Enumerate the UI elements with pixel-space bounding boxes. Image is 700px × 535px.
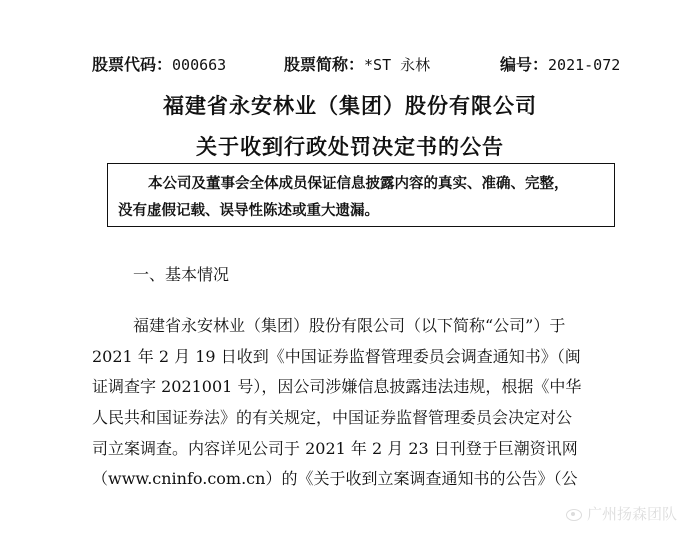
body-text-line: 证调查字 2021001 号），因公司涉嫌信息披露违法违规，根据《中华: [92, 377, 582, 396]
disclosure-statement-line-2: 没有虚假记载、误导性陈述或重大遗漏。: [118, 203, 379, 219]
disclosure-statement-line-1: 本公司及董事会全体成员保证信息披露内容的真实、准确、完整，: [148, 176, 569, 192]
weibo-icon: [566, 509, 582, 521]
stock-abbreviation: [284, 52, 430, 75]
document-number-label: 编号：: [500, 55, 549, 74]
section-heading: 一、基本情况: [133, 265, 230, 284]
stock-code: [92, 52, 226, 75]
body-text-line: 福建省永安林业（集团）股份有限公司（以下简称“公司”）于: [133, 316, 566, 335]
company-title: 福建省永安林业（集团）股份有限公司: [163, 94, 537, 118]
body-text-line: 2021 年 2 月 19 日收到《中国证券监督管理委员会调查通知书》（闽: [92, 347, 581, 366]
watermark-text: 广州扬森团队: [587, 505, 678, 523]
body-text-line: （www.cninfo.com.cn）的《关于收到立案调查通知书的公告》（公: [92, 469, 578, 488]
disclosure-statement-box: [107, 163, 615, 227]
document-number: [500, 52, 620, 75]
body-text-line: 司立案调查。内容详见公司于 2021 年 2 月 23 日刊登于巨潮资讯网: [92, 439, 578, 458]
stock-abbreviation-label: 股票简称：: [284, 55, 365, 74]
stock-code-value: 000663: [172, 56, 227, 74]
watermark: [566, 503, 677, 524]
stock-abbreviation-value: *ST 永林: [364, 56, 431, 74]
announcement-title: 关于收到行政处罚决定书的公告: [196, 135, 504, 159]
stock-code-label: 股票代码：: [92, 55, 173, 74]
document-meta-row: [92, 52, 632, 78]
body-text-line: 人民共和国证券法》的有关规定，中国证券监督管理委员会决定对公: [92, 408, 573, 427]
document-number-value: 2021-072: [548, 56, 621, 74]
